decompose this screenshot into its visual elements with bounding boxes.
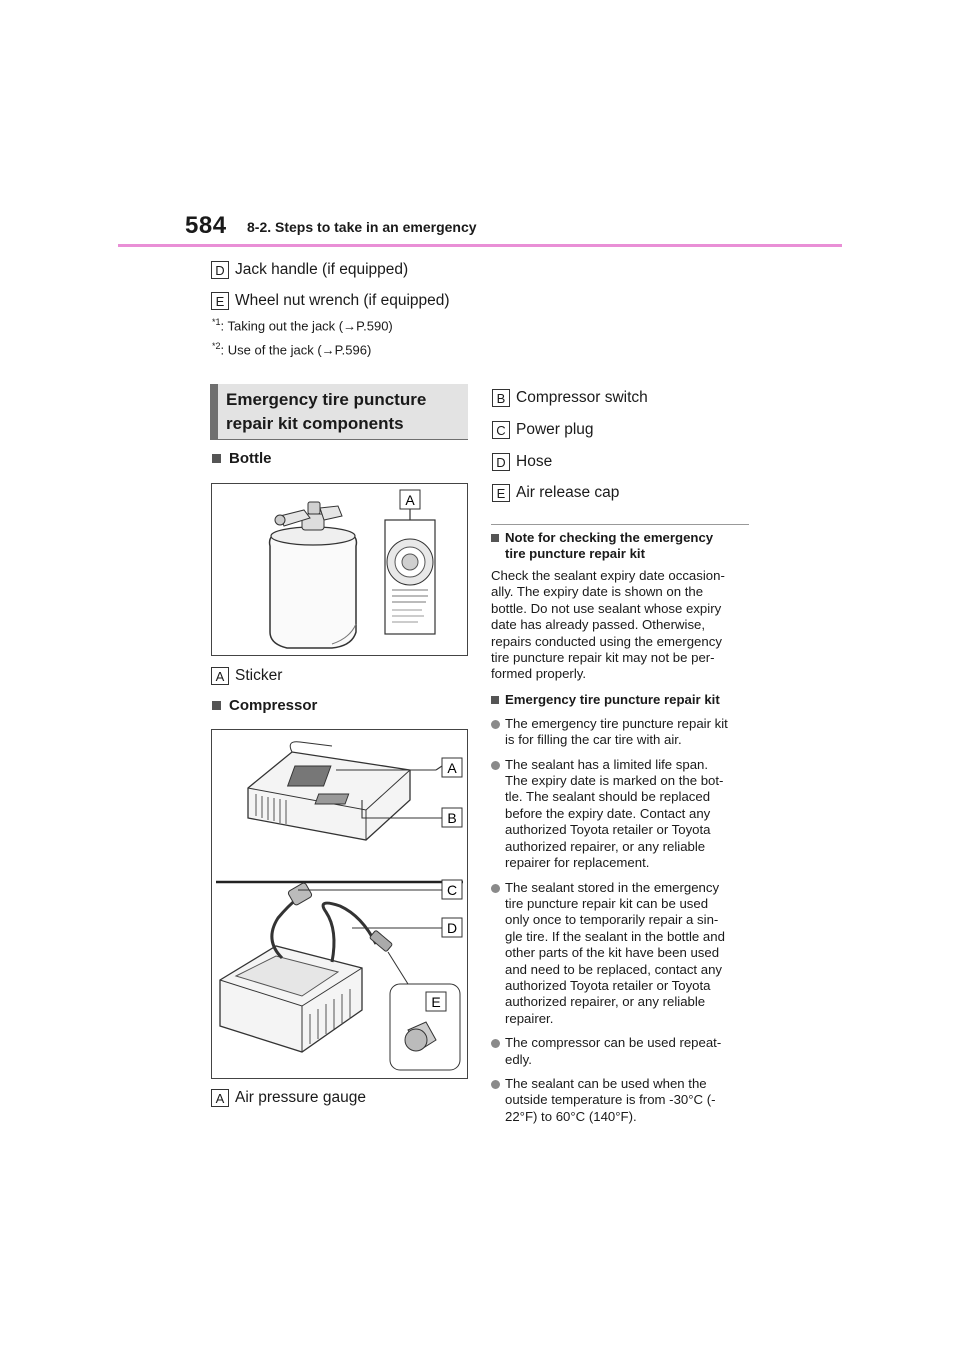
callout-letter: A: [211, 1089, 229, 1107]
bullet-item: [491, 880, 751, 1028]
compressor-figure: [211, 729, 468, 1079]
square-bullet-icon: [212, 701, 221, 710]
divider: [491, 524, 749, 525]
bullet-dot-icon: [491, 761, 500, 770]
bullet-item: [491, 716, 751, 749]
list-item: [211, 667, 282, 685]
callout-letter: E: [492, 484, 510, 502]
item-text: Air release cap: [516, 484, 620, 501]
bottle-subhead: [212, 450, 272, 467]
item-text: Air pressure gauge: [235, 1089, 366, 1106]
heading-line: repair kit components: [226, 414, 404, 433]
note-check-block: [491, 530, 751, 1125]
body-line: authorized Toyota retailer or Toyota: [505, 977, 711, 993]
callout-letter: A: [405, 492, 415, 508]
bullet-dot-icon: [491, 1080, 500, 1089]
note-check-title: [491, 530, 751, 562]
item-text: Sticker: [235, 667, 283, 684]
title-line: Note for checking the emergency: [505, 530, 714, 545]
callout-letter: A: [447, 760, 457, 776]
item-text: Compressor switch: [516, 389, 648, 406]
kit-notes-title: [491, 692, 751, 708]
body-line: repairs conducted using the emergency: [491, 633, 722, 649]
list-item: [492, 484, 619, 502]
body-line: The sealant can be used when the: [505, 1075, 707, 1091]
square-bullet-icon: [212, 454, 221, 463]
item-text: Power plug: [516, 421, 594, 438]
body-line: repairer for replacement.: [505, 855, 650, 871]
body-line: tire puncture repair kit may not be per-: [491, 650, 715, 666]
header-rule: [118, 244, 842, 247]
bullet-item: [491, 1035, 751, 1068]
callout-letter: B: [492, 389, 510, 407]
item-text: Wheel nut wrench (if equipped): [235, 292, 450, 309]
list-item: [211, 1089, 366, 1107]
body-line: authorized Toyota retailer or Toyota: [505, 822, 711, 838]
callout-letter: D: [211, 261, 229, 279]
body-line: authorized repairer, or any reliable: [505, 994, 706, 1010]
section-title: 8-2. Steps to take in an emergency: [247, 219, 477, 235]
bullet-dot-icon: [491, 1039, 500, 1048]
footnote: [212, 317, 393, 333]
bottle-illustration: [212, 484, 467, 655]
title-text: Emergency tire puncture repair kit: [505, 691, 720, 707]
list-item: [211, 261, 408, 279]
body-line: edly.: [505, 1051, 532, 1067]
body-line: tle. The sealant should be replaced: [505, 789, 711, 805]
body-line: The expiry date is marked on the bot-: [505, 773, 724, 789]
footnote-mark: *2: [212, 341, 221, 351]
note-check-body: [491, 568, 751, 683]
body-line: and need to be replaced, contact any: [505, 961, 723, 977]
callout-letter: A: [211, 667, 229, 685]
body-line: 22°F) to 60°C (140°F).: [505, 1108, 637, 1124]
body-line: The emergency tire puncture repair kit: [505, 715, 728, 731]
body-line: The compressor can be used repeat-: [505, 1035, 722, 1051]
callout-letter: D: [492, 453, 510, 471]
callout-letter: B: [447, 810, 457, 826]
body-line: authorized repairer, or any reliable: [505, 838, 706, 854]
components-heading: [210, 384, 468, 440]
body-line: The sealant stored in the emergency: [505, 879, 720, 895]
footnote-text: : Use of the jack (→P.596): [220, 342, 372, 358]
body-line: gle tire. If the sealant in the bottle and: [505, 928, 725, 944]
page-number: 584: [185, 212, 227, 239]
compressor-subhead: [212, 697, 317, 714]
body-line: ally. The expiry date is shown on the: [491, 584, 704, 600]
body-line: only once to temporarily repair a sin-: [505, 912, 719, 928]
callout-letter: E: [211, 292, 229, 310]
subhead-text: Bottle: [229, 450, 272, 467]
title-line: tire puncture repair kit: [505, 546, 645, 561]
callout-letter: E: [431, 994, 441, 1010]
heading-line: Emergency tire puncture: [226, 390, 427, 409]
body-line: other parts of the kit have been used: [505, 945, 720, 961]
list-item: [492, 453, 552, 471]
body-line: repairer.: [505, 1010, 554, 1026]
square-bullet-icon: [491, 534, 499, 542]
list-item: [492, 421, 594, 439]
callout-letter: D: [446, 920, 458, 936]
list-item: [492, 389, 648, 407]
bullet-item: [491, 757, 751, 872]
body-line: before the expiry date. Contact any: [505, 805, 711, 821]
bottle-figure: [211, 483, 468, 656]
item-text: Hose: [516, 453, 553, 470]
compressor-illustration: [212, 730, 467, 1078]
body-line: formed properly.: [491, 666, 587, 682]
square-bullet-icon: [491, 696, 499, 704]
bullet-dot-icon: [491, 720, 500, 729]
body-line: Check the sealant expiry date occasion-: [491, 568, 725, 583]
body-line: bottle. Do not use sealant whose expiry: [491, 600, 722, 616]
footnote: [212, 341, 371, 357]
bullet-item: [491, 1076, 751, 1125]
footnote-text: : Taking out the jack (→P.590): [220, 318, 393, 334]
bullet-dot-icon: [491, 884, 500, 893]
body-line: The sealant has a limited life span.: [505, 756, 709, 772]
body-line: is for filling the car tire with air.: [505, 732, 682, 748]
callout-letter: C: [492, 421, 510, 439]
body-line: date has already passed. Otherwise,: [491, 617, 706, 633]
footnote-mark: *1: [212, 317, 221, 327]
callout-letter: C: [446, 882, 458, 898]
body-line: outside temperature is from -30°C (-: [505, 1092, 716, 1108]
body-line: tire puncture repair kit can be used: [505, 895, 709, 911]
item-text: Jack handle (if equipped): [235, 261, 409, 278]
subhead-text: Compressor: [229, 697, 318, 714]
list-item: [211, 292, 450, 310]
